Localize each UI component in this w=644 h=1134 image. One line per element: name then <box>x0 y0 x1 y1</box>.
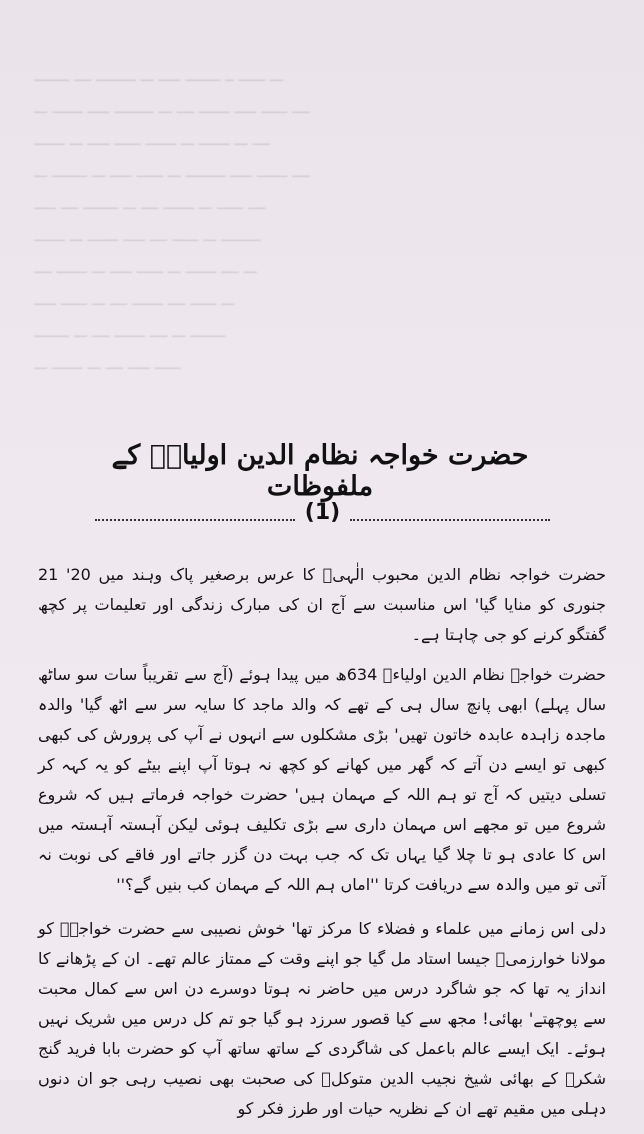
paragraph: حضرت خواجہ نظام الدین محبوب الٰہیؒ کا عرس برصغیر پاک وہند میں 20' 21 جنوری کو منایا گیا' اس مناسبت سے آج ان کی مبارک زندگی اور تعلیمات پر کچھ گفتگو کرنے کو جی چاہتا ہے۔ <box>38 565 606 644</box>
paragraph: دلی اس زمانے میں علماء و فضلاء کا مرکز تھا' خوش نصیبی سے حضرت خواجہؒ کو مولانا خوارزمیؒ جیسا استاد مل گیا جو اپنے وقت کے ممتاز عالم تھے۔ ان کے پڑھانے کا انداز یہ تھا کہ جو شاگرد درس میں حاضر نہ ہوتا دوسرے دن اس سے کمال محبت سے پوچھتے' بھائی! مجھ سے کیا قصور سرزد ہو گیا جو تم کل درس میں شریک نہیں ہوئے۔ ایک ایسے عالم باعمل کی شاگردی کے ساتھ ساتھ آپ کو حضرت بابا فرید گنج شکرؒ کے بھائی شیخ نجیب الدین متوکلؒ کی صحبت بھی نصیب رہی جو ان دنوں دہلی میں مقیم تھے ان کے نظریہ حیات اور طرز فکر کو <box>38 919 606 1118</box>
bleed-through-text: ــــــــ ــــ ـــــــــ ـــ ـــــ ــــــــ ــ ــــــ ـــ ـــ ـــــــ ـــــ ـــــــــ ـــ ــــ ـــــــ ـــــ ــــــ ــــ ـــــــ ـــ ـــــ ــــــ ـــــــ ـــ ـــــــ ـــ ــــ ـــ ــــــــ ـــ ـــــ ــــــ ـــ ـــــــــ ـــــ ـــــــ ــــ ـــــ ــــ ــــــــ ـــ ــــ ـــــــ ـــ ــــــ ــــ ـــــــ ـــ ـــــــ ـــــ ــــ ــــــ ـــ ـــــــــ ــــ ـــــــ ـــ ـــــ ــــــ ـــ ـــــــ ــــ ـــ ـــــ ــــــ ـــ ــــ ـــــــ ــــ ــــــ ـــ ــــــــ ـــ ــــ ـــــــ ــــ ـــ ــــــــ ـــ ـــــــ ـــ ــــ ـــــ ــــــ <box>34 67 310 373</box>
section-number: (1) <box>304 500 341 525</box>
dotted-leader-right <box>350 519 550 521</box>
page-title: حضرت خواجہ نظام الدین اولیاءؒ کے ملفوظات <box>111 440 529 502</box>
body-text <box>38 560 606 1134</box>
section-marker <box>95 500 550 525</box>
paragraph: حضرت خواجہ نظام الدین اولیاءؒ 634ھ میں پیدا ہوئے (آج سے تقریباً سات سو ساٹھ سال پہلے) ابھی پانچ سال ہی کے تھے کہ والد ماجد کا سایہ سر سے اٹھ گیا' والدہ ماجدہ زاہدہ عابدہ خاتون تھیں' بڑی مشکلوں سے انہوں نے آپ کی پرورش کی کبھی کبھی تو ایسے دن آتے کہ گھر میں کھانے کو کچھ نہ ہوتا آپ اپنے بیٹے کو یہ کہہ کر تسلی دیتیں کہ آج تو ہم اللہ کے مہمان ہیں' حضرت خواجہ فرماتے ہیں کہ شروع شروع میں تو مجھے اس مہمان داری سے بڑی تکلیف ہوئی لیکن آہستہ آہستہ میں اس کا عادی ہو تا چلا گیا یہاں تک کہ جب بہت دن گزر جاتے اور فاقے کی نوبت نہ آتی تو میں والدہ سے دریافت کرتا ''اماں ہم اللہ کے مہمان کب بنیں گے؟'' <box>38 665 607 894</box>
dotted-leader-left <box>95 519 295 521</box>
